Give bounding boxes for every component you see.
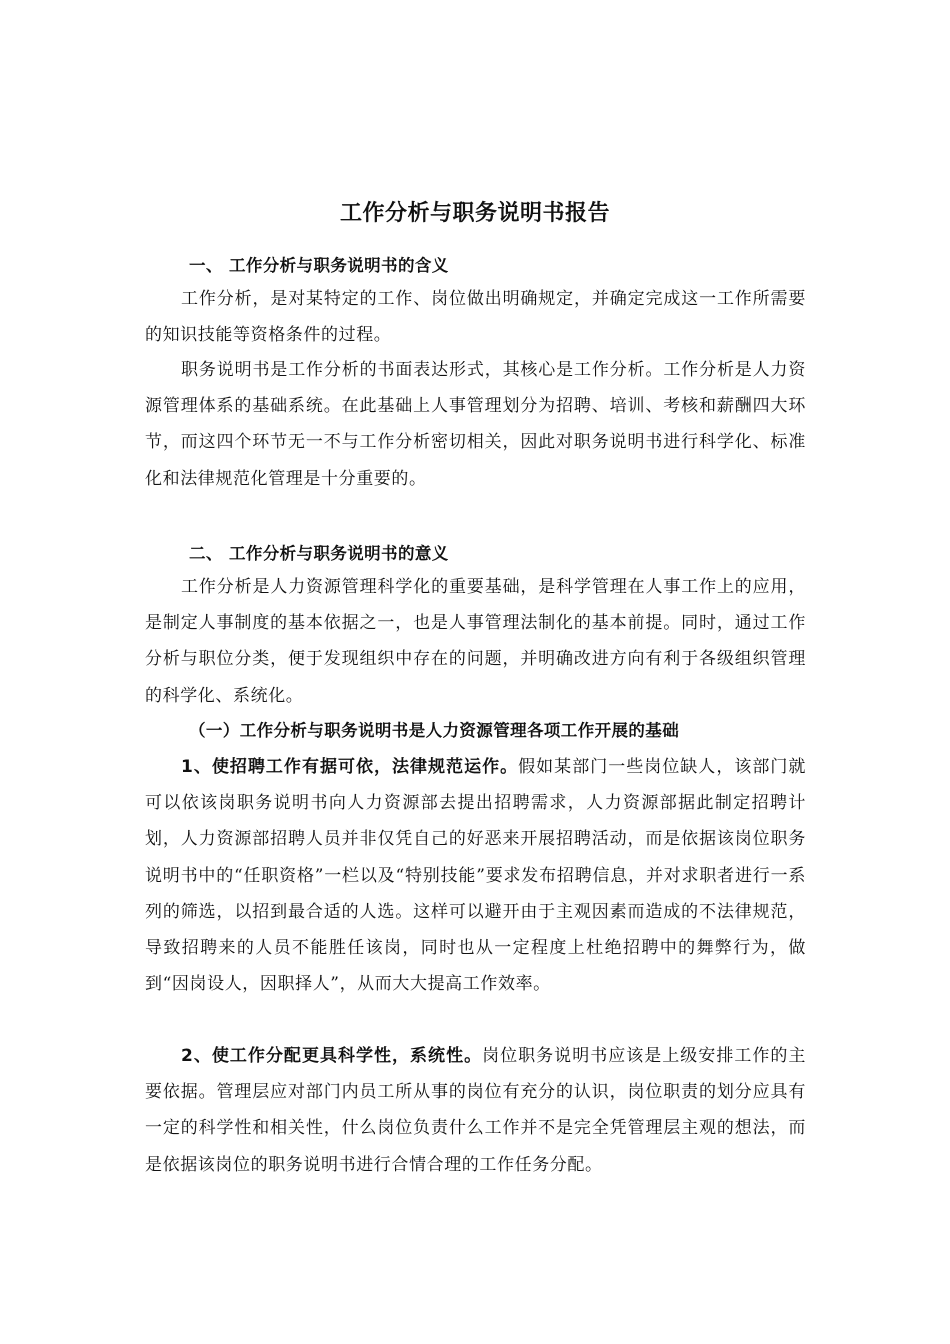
section-1-heading: 一、 工作分析与职务说明书的含义	[189, 256, 449, 275]
paragraph-text: 工作分析，是对某特定的工作、岗位做出明确规定，并确定完成这一工作所需要的知识技能等资格条件的过程。	[145, 289, 806, 346]
item-1-lead: 1、使招聘工作有据可依，法律规范运作。	[181, 757, 519, 777]
section-2-heading: 二、 工作分析与职务说明书的意义	[189, 544, 449, 563]
item-1-paragraph	[145, 749, 806, 1002]
item-2-lead: 2、使工作分配更具科学性，系统性。	[181, 1046, 483, 1066]
paragraph-text: 职务说明书是工作分析的书面表达形式，其核心是工作分析。工作分析是人力资源管理体系的基础系统。在此基础上人事管理划分为招聘、培训、考核和薪酬四大环节，而这四个环节无一不与工作分析密切相关，因此对职务说明书进行科学化、标准化和法律规范化管理是十分重要的。	[145, 360, 806, 489]
paragraph-text: 工作分析是人力资源管理科学化的重要基础，是科学管理在人事工作上的应用，是制定人事制度的基本依据之一，也是人事管理法制化的基本前提。同时，通过工作分析与职位分类，便于发现组织中存在的问题，并明确改进方向有利于各级组织管理的科学化、系统化。	[145, 577, 806, 706]
subsection-heading: （一）工作分析与职务说明书是人力资源管理各项工作开展的基础	[189, 721, 680, 740]
item-2-text: 岗位职务说明书应该是上级安排工作的主要依据。管理层应对部门内员工所从事的岗位有充分的认识，岗位职责的划分应具有一定的科学性和相关性，什么岗位负责什么工作并不是完全凭管理层主观的想法，而是依据该岗位的职务说明书进行合情合理的工作任务分配。	[145, 1046, 806, 1175]
document-title: 工作分析与职务说明书报告	[339, 201, 610, 226]
section-2-paragraph-1	[145, 569, 806, 714]
section-1-paragraph-2	[145, 352, 806, 497]
item-2-paragraph	[145, 1038, 806, 1183]
section-1-paragraph-1	[145, 281, 806, 353]
item-1-text: 假如某部门一些岗位缺人，该部门就可以依该岗职务说明书向人力资源部去提出招聘需求，人力资源部据此制定招聘计划，人力资源部招聘人员并非仅凭自己的好恶来开展招聘活动，而是依据该岗位职务说明书中的“任职资格”一栏以及“特别技能”要求发布招聘信息，并对求职者进行一系列的筛选，以招到最合适的人选。这样可以避开由于主观因素而造成的不法律规范，导致招聘来的人员不能胜任该岗，同时也从一定程度上杜绝招聘中的舞弊行为，做到“因岗设人，因职择人”，从而大大提高工作效率。	[145, 757, 806, 995]
